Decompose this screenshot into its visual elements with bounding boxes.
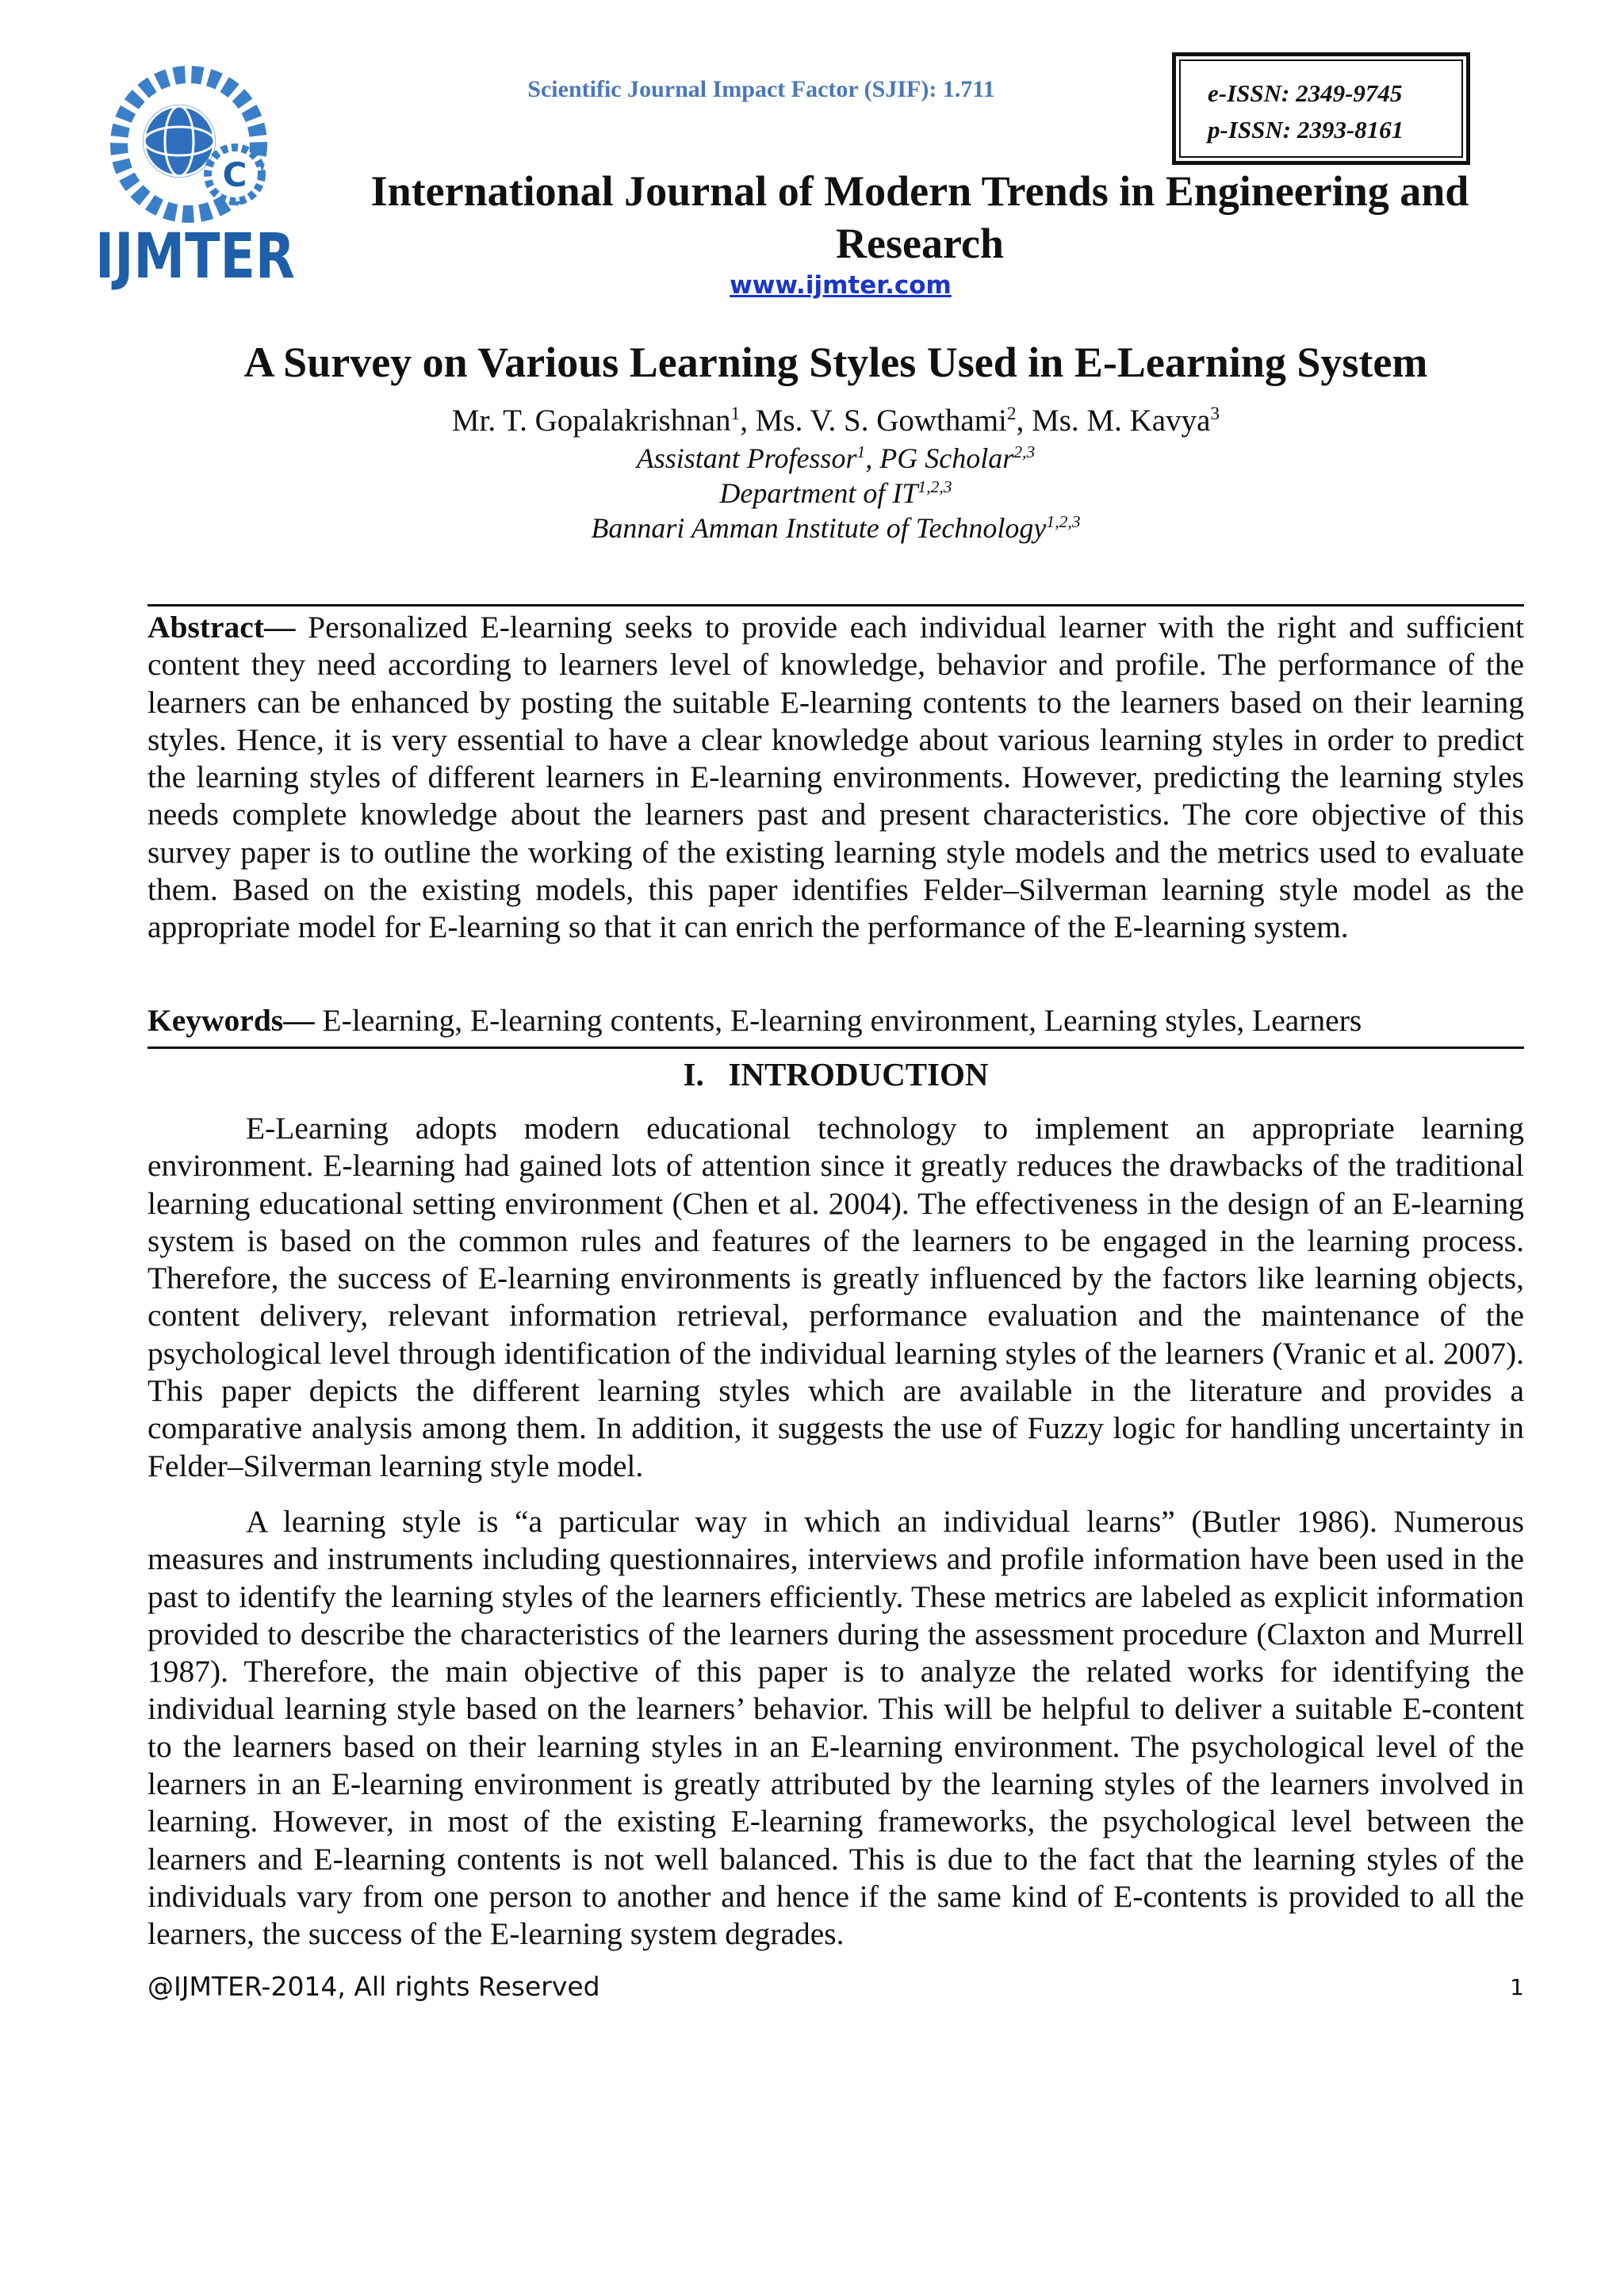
abstract (147, 609, 1524, 947)
intro-paragraph: E-Learning adopts modern educational technology to implement an appropriate learning environment. E-learning had gained lots of attention since it greatly reduces the drawbacks of the traditional learning educational setting environment (Chen et al. 2004). The effectiveness in the design of an E-learning system is based on the common rules and features of the learners to be engaged in the learning process. Therefore, the success of E-learning environments is greatly influenced by the factors like learning objects, content delivery, relevant information retrieval, performance evaluation and the maintenance of the psychological level through identification of the individual learning styles of the learners (Vranic et al. 2007). This paper depicts the different learning styles which are available in the literature and provides a comparative analysis among them. In addition, it suggests the use of Fuzzy logic for handling uncertainty in Felder–Silverman learning style model. (147, 1111, 1524, 1483)
author-affiliation-mark: 2 (1006, 404, 1017, 424)
journal-logo (94, 55, 300, 293)
eissn: e-ISSN: 2349-9745 (1208, 79, 1403, 107)
abstract-top-rule (147, 604, 1524, 607)
journal-title: International Journal of Modern Trends in Engineering and Research (370, 167, 1469, 267)
intro-paragraph: A learning style is “a particular way in which an individual learns” (Butler 1986). Numerous measures and instruments including questionnaires, interviews and profile information have been used in the past to identify the learning styles of the learners efficiently. These metrics are labeled as explicit information provided to describe the characteristics of the learners during the assessment procedure (Claxton and Murrell 1987). Therefore, the main objective of this paper is to analyze the related works for identifying the individual learning style based on the learners’ behavior. This will be helpful to deliver a suitable E-content to the learners based on their learning styles in an E-learning environment. The psychological level of the learners in an E-learning environment is greatly attributed by the learning styles of the learners involved in learning. However, in most of the existing E-learning frameworks, the psychological level between the learners and E-learning contents is not well balanced. This is due to the fact that the learning styles of the individuals vary from one person to another and hence if the same kind of E-contents is provided to all the learners, the success of the E-learning system degrades. (147, 1504, 1524, 1952)
author-affiliation-mark: 1 (730, 404, 741, 424)
abstract-bottom-rule (147, 1047, 1524, 1049)
ijmter-logo-icon (94, 55, 300, 293)
keywords-text: E-learning, E-learning contents, E-learning environment, Learning styles, Learners (314, 1003, 1362, 1038)
page-number: 1 (1510, 1974, 1524, 2000)
issn-box (1172, 52, 1470, 165)
footer-copyright: @IJMTER-2014, All rights Reserved (147, 1971, 600, 2002)
keywords-label: Keywords— (147, 1003, 315, 1038)
author-institute: Bannari Amman Institute of Technology$^{1,2,3}$ (591, 512, 1081, 544)
pissn: p-ISSN: 2393-8161 (1208, 116, 1404, 144)
author-name: Ms. M. Kavya (1032, 404, 1211, 438)
author-list: Mr. T. Gopalakrishnan$^1$, Ms. V. S. Gowthami$^2$, Ms. M. Kavya$^3$ (451, 404, 1220, 438)
svg-text:C: C (222, 155, 247, 194)
svg-text:IJMTER: IJMTER (95, 221, 295, 293)
author-name: Mr. T. Gopalakrishnan (451, 404, 731, 438)
journal-url-link[interactable]: www.ijmter.com (730, 271, 952, 300)
section-heading-introduction: I. INTRODUCTION (683, 1056, 989, 1093)
author-affiliation-mark: 3 (1210, 404, 1220, 424)
impact-factor: Scientific Journal Impact Factor (SJIF): 1.711 (527, 76, 995, 102)
abstract-text: Personalized E-learning seeks to provide each individual learner with the right and sufficient content they need according to learners level of knowledge, behavior and profile. The performance of the learners can be enhanced by posting the suitable E-learning contents to the learners based on their learning styles. Hence, it is very essential to have a clear knowledge about various learning styles in order to predict the learning styles of different learners in E-learning environments. However, predicting the learning styles needs complete knowledge about the learners past and present characteristics. The core objective of this survey paper is to outline the working of the existing learning style models and the metrics used to evaluate them. Based on the existing models, this paper identifies Felder–Silverman learning style model as the appropriate model for E-learning so that it can enrich the performance of the E-learning system. (147, 610, 1524, 945)
abstract-label: Abstract— (147, 610, 296, 645)
paper-title: A Survey on Various Learning Styles Used in E-Learning System (243, 339, 1428, 386)
author-positions: Assistant Professor$^1$, PG Scholar$^{2,3}$ (636, 442, 1036, 474)
author-name: Ms. V. S. Gowthami (755, 404, 1007, 438)
author-department: Department of IT$^{1,2,3}$ (719, 477, 952, 509)
keywords (147, 1002, 1524, 1039)
